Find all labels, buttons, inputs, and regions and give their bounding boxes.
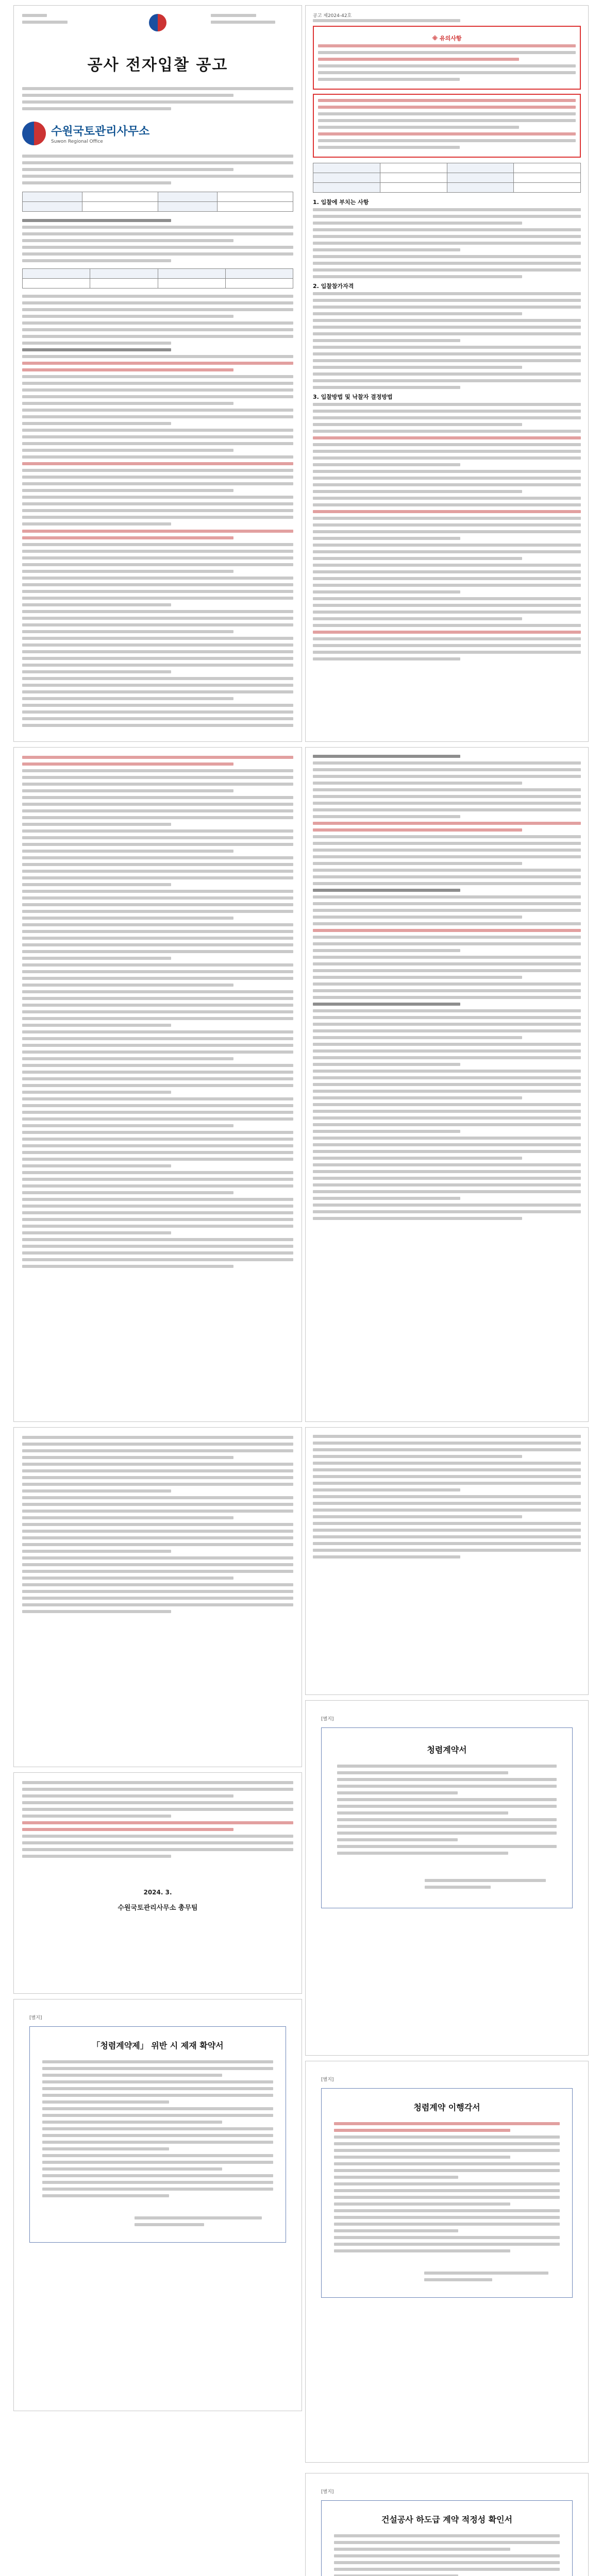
notice-page-7 <box>13 1772 302 1994</box>
warning-box-2 <box>313 94 581 158</box>
form-1-title: 청렴계약서 <box>427 1745 467 1755</box>
form-4-label: [별지] <box>321 2489 334 2495</box>
schedule-table <box>22 268 293 289</box>
form-2 <box>13 1999 302 2411</box>
org-sub: Suwon Regional Office <box>51 139 103 144</box>
notice-page-4 <box>305 747 589 1422</box>
form-3-title: 청렴계약 이행각서 <box>413 2103 480 2112</box>
form-3 <box>305 2061 589 2463</box>
right-heading: 공고 제2024-42호 <box>313 13 352 19</box>
form-1-label: [별지] <box>321 1717 334 1722</box>
notice-page-5 <box>13 1427 302 1767</box>
section-2: 2. 입찰참가자격 <box>313 283 354 290</box>
bid-info-table <box>313 163 581 193</box>
notice-page-3 <box>13 747 302 1422</box>
section-1: 1. 입찰에 부치는 사항 <box>313 199 369 206</box>
org-name: 수원국토관리사무소 <box>51 125 150 138</box>
form-4 <box>305 2473 589 2576</box>
section-3: 3. 입찰방법 및 낙찰자 결정방법 <box>313 394 393 400</box>
notice-page-6 <box>305 1427 589 1695</box>
org-logo-icon <box>22 122 46 145</box>
form-4-title: 건설공사 하도급 계약 적정성 확인서 <box>381 2515 513 2524</box>
notice-title: 공사 전자입찰 공고 <box>87 56 228 74</box>
form-2-label: [별지] <box>29 2015 42 2021</box>
footer-date: 2024. 3. <box>143 1889 172 1896</box>
warning-box <box>313 26 581 90</box>
overview-table <box>22 192 293 212</box>
form-3-label: [별지] <box>321 2077 334 2082</box>
form-1 <box>305 1700 589 2056</box>
warning-box-title: ※ 유의사항 <box>432 35 462 42</box>
government-emblem-icon <box>149 14 166 31</box>
footer-org: 수원국토관리사무소 총무팀 <box>118 1904 198 1912</box>
form-2-title: 「청렴계약제」 위반 시 제재 확약서 <box>92 2041 224 2050</box>
notice-page-2 <box>305 5 589 742</box>
notice-page-1 <box>13 5 302 742</box>
